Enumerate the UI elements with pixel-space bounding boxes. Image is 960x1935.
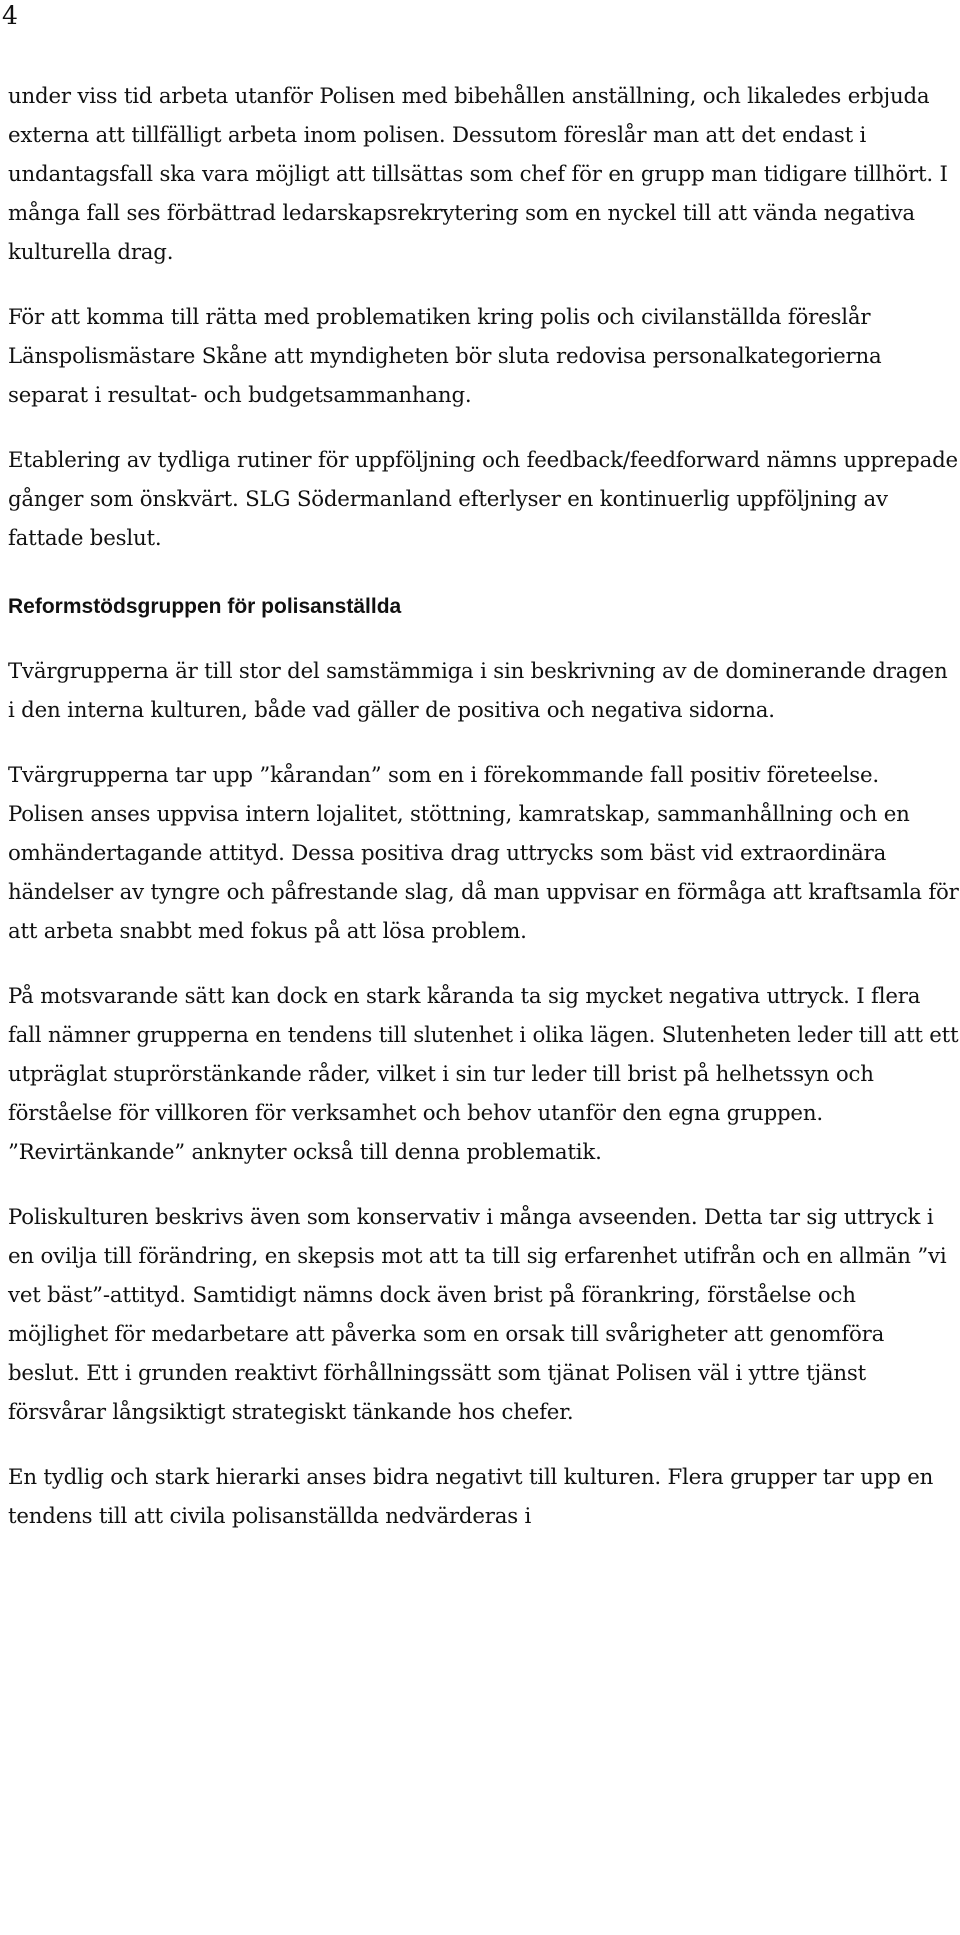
paragraph-karanda-positive: Tvärgrupperna tar upp ”kårandan” som en i förekommande fall positiv företeelse. Polisen anses uppvisa intern lojalitet, stöttning, kamratskap, sammanhållning och en omhändertagande attityd. Dessa positiva drag uttrycks som bäst vid extraordinära händelser av tyngre och påfrestande slag, då man uppvisar en förmåga att kraftsamla för att arbeta snabbt med fokus på att lösa problem.	[8, 763, 959, 944]
paragraph-leadership-recruitment: under viss tid arbeta utanför Polisen med bibehållen anställning, och likaledes erbjuda externa att tillfälligt arbeta inom polisen. Dessutom föreslår man att det endast i undantagsfall ska vara möjligt att tillsättas som chef för en grupp man tidigare tillhört. I många fall ses förbättrad ledarskapsrekrytering som en nyckel till att vända negativa kulturella drag.	[8, 84, 948, 265]
paragraph-personnel-categories: För att komma till rätta med problematiken kring polis och civilanställda föreslår Länspolismästare Skåne att myndigheten bör sluta redovisa personalkategorierna separat i resultat- och budgetsammanhang.	[8, 305, 882, 408]
paragraph-hierarchy: En tydlig och stark hierarki anses bidra negativt till kulturen. Flera grupper tar upp en tendens till att civila polisanställda nedvärderas i	[8, 1465, 934, 1529]
paragraph-culture-description: Tvärgrupperna är till stor del samstämmiga i sin beskrivning av de dominerande dragen i den interna kulturen, både vad gäller de positiva och negativa sidorna.	[8, 659, 948, 723]
page-number: 4	[2, 1, 18, 30]
paragraph-karanda-negative: På motsvarande sätt kan dock en stark kåranda ta sig mycket negativa uttryck. I flera fall nämner grupperna en tendens till slutenhet i olika lägen. Slutenheten leder till att ett utpräglat stuprörstänkande råder, vilket i sin tur leder till brist på helhetssyn och förståelse för villkoren för verksamhet och behov utanför den egna gruppen. ”Revirtänkande” anknyter också till denna problematik.	[8, 984, 959, 1165]
paragraph-follow-up-routines: Etablering av tydliga rutiner för uppföljning och feedback/feedforward nämns upprepade gånger som önskvärt. SLG Södermanland efterlyser en kontinuerlig uppföljning av fattade beslut.	[8, 448, 958, 551]
paragraph-conservative-culture: Poliskulturen beskrivs även som konservativ i många avseenden. Detta tar sig uttryck i en ovilja till förändring, en skepsis mot att ta till sig erfarenhet utifrån och en allmän ”vi vet bäst”-attityd. Samtidigt nämns dock även brist på förankring, förståelse och möjlighet för medarbetare att påverka som en orsak till svårigheter att genomföra beslut. Ett i grunden reaktivt förhållningssätt som tjänat Polisen väl i yttre tjänst försvårar långsiktigt strategiskt tänkande hos chefer.	[8, 1205, 947, 1425]
document-body	[8, 77, 960, 1536]
section-heading: Reformstödsgruppen för polisanställda	[8, 595, 402, 618]
